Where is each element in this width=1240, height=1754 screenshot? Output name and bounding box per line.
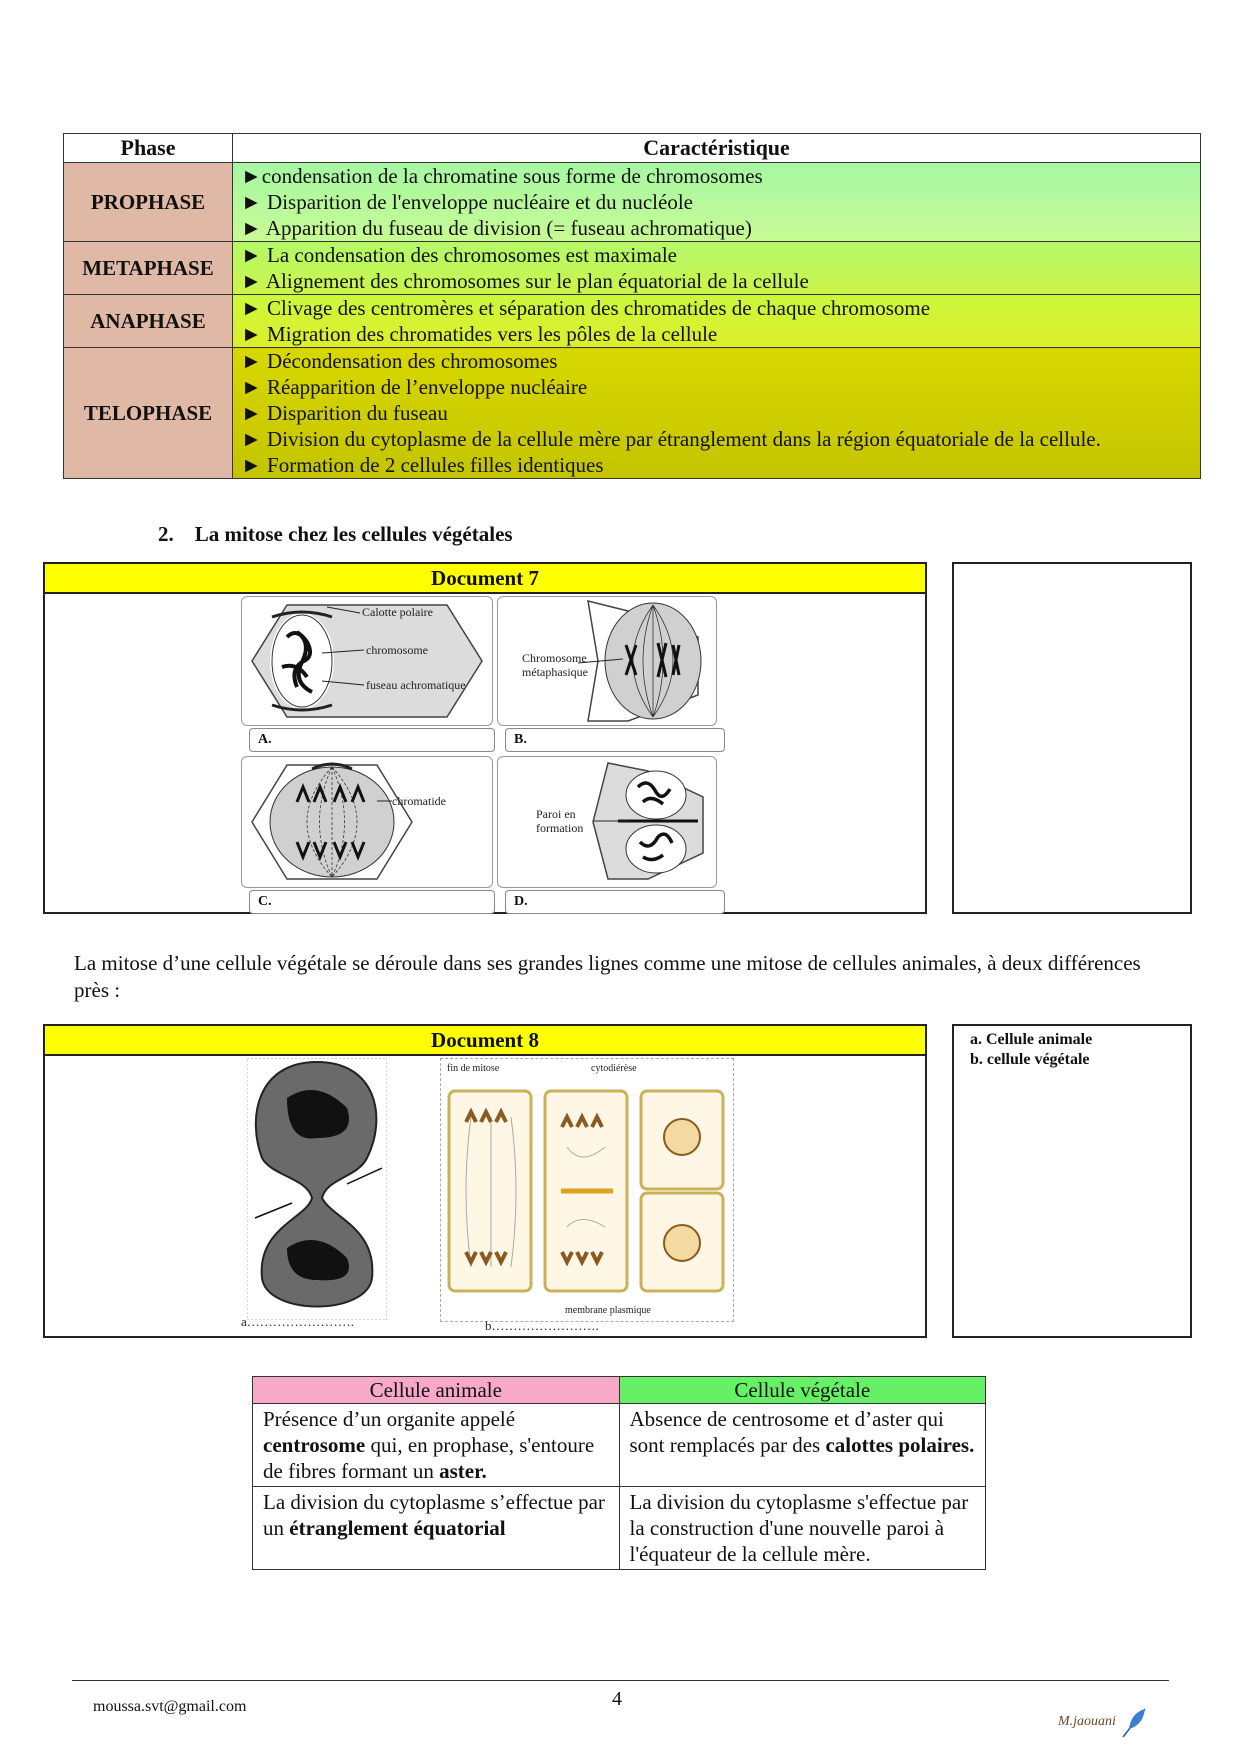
panel-b-label: B. bbox=[505, 728, 725, 752]
phase-name: TELOPHASE bbox=[64, 348, 233, 479]
section-heading bbox=[158, 522, 513, 547]
phase-name: PROPHASE bbox=[64, 163, 233, 242]
label-chromosome-metaphasique-2: métaphasique bbox=[522, 665, 588, 679]
comparison-table bbox=[252, 1376, 986, 1570]
panel-a-label: A. bbox=[249, 728, 495, 752]
panel-a bbox=[241, 596, 493, 726]
text-fragment: La division du cytoplasme s’effectue par un bbox=[263, 1490, 605, 1540]
phase-characteristic-item: ► Division du cytoplasme de la cellule mère par étranglement dans la région équatoriale de la cellule. bbox=[241, 427, 1101, 451]
vegetal-calottes-cell bbox=[619, 1404, 986, 1487]
label-calotte-polaire: Calotte polaire bbox=[362, 605, 433, 619]
label-paroi-1: Paroi en bbox=[536, 807, 576, 821]
animal-centrosome-cell bbox=[253, 1404, 620, 1487]
panel-d-label: D. bbox=[505, 890, 725, 914]
phase-row-anaphase bbox=[64, 295, 1201, 348]
phase-column-header: Phase bbox=[64, 134, 233, 163]
phase-table-header bbox=[64, 134, 1201, 163]
panel-d bbox=[497, 756, 717, 888]
plant-cell-division-figure bbox=[440, 1058, 734, 1322]
footer-divider bbox=[72, 1680, 1169, 1681]
document-7-answer-box[interactable] bbox=[952, 562, 1192, 914]
text-fragment: qui, en prophase, s'entoure de fibres formant un bbox=[263, 1433, 595, 1483]
bold-term: centrosome bbox=[263, 1433, 366, 1457]
phase-characteristics bbox=[233, 163, 1201, 242]
label-cytodierese: cytodiérèse bbox=[591, 1063, 637, 1074]
footer-email: moussa.svt@gmail.com bbox=[93, 1698, 247, 1715]
side-item-b: b. cellule végétale bbox=[970, 1051, 1090, 1068]
panel-b bbox=[497, 596, 717, 726]
phase-characteristic-item: ► Réapparition de l’enveloppe nucléaire bbox=[241, 375, 588, 399]
phase-table bbox=[63, 133, 1201, 479]
feather-icon bbox=[1119, 1705, 1149, 1739]
telophase-plant-cell-figure bbox=[498, 757, 716, 887]
phase-characteristic-item: ►condensation de la chromatine sous forme de chromosomes bbox=[241, 164, 763, 188]
signature-text: M.jaouani bbox=[1058, 1714, 1116, 1730]
panel-c bbox=[241, 756, 493, 888]
panel-c-label: C. bbox=[249, 890, 495, 914]
phase-characteristics bbox=[233, 242, 1201, 295]
label-chromosome: chromosome bbox=[366, 643, 428, 657]
comparison-row-2 bbox=[253, 1487, 986, 1570]
animal-cell-division-micrograph bbox=[247, 1058, 387, 1320]
phase-characteristic-item: ► Clivage des centromères et séparation des chromatides de chaque chromosome bbox=[241, 296, 931, 320]
document-8-side-box[interactable] bbox=[952, 1024, 1192, 1338]
label-paroi-2: formation bbox=[536, 821, 584, 835]
label-b-dots: b……………………. bbox=[485, 1318, 599, 1333]
phase-characteristic-item: ► La condensation des chromosomes est maximale bbox=[241, 243, 678, 267]
phase-row-metaphase bbox=[64, 242, 1201, 295]
plant-cells-drawing bbox=[441, 1077, 733, 1303]
phase-characteristics bbox=[233, 295, 1201, 348]
phase-row-prophase bbox=[64, 163, 1201, 242]
phase-row-telophase bbox=[64, 348, 1201, 479]
text-fragment: La division du cytoplasme s'effectue par la construction d'une nouvelle paroi à l'équateur de la cellule mère. bbox=[629, 1490, 969, 1566]
intro-paragraph: La mitose d’une cellule végétale se déroule dans ses grandes lignes comme une mitose de cellules animales, à deux différences près : bbox=[74, 951, 1141, 1002]
vegetal-cytoplasm-cell bbox=[619, 1487, 986, 1570]
label-fin-de-mitose: fin de mitose bbox=[447, 1063, 500, 1074]
page-number: 4 bbox=[612, 1688, 622, 1710]
section-number: 2. bbox=[158, 522, 174, 546]
label-chromosome-metaphasique-1: Chromosome bbox=[522, 651, 587, 665]
phase-name: METAPHASE bbox=[64, 242, 233, 295]
document-7-box bbox=[43, 562, 927, 914]
characteristic-column-header: Caractéristique bbox=[233, 134, 1201, 163]
document-8-box bbox=[43, 1024, 927, 1338]
phase-characteristic-item: ► Formation de 2 cellules filles identiques bbox=[241, 453, 604, 477]
section-title: La mitose chez les cellules végétales bbox=[194, 522, 513, 546]
phase-characteristics bbox=[233, 348, 1201, 479]
label-chromatide: chromatide bbox=[392, 794, 446, 808]
phase-characteristic-item: ► Disparition de l'enveloppe nucléaire et du nucléole bbox=[241, 190, 693, 214]
anaphase-plant-cell-figure bbox=[242, 757, 492, 887]
author-signature bbox=[1058, 1705, 1149, 1739]
text-fragment: Présence d’un organite appelé bbox=[263, 1407, 516, 1431]
phase-characteristic-item: ► Apparition du fuseau de division (= fuseau achromatique) bbox=[241, 216, 752, 240]
bold-term: calottes polaires. bbox=[825, 1433, 975, 1457]
phase-characteristic-item: ► Alignement des chromosomes sur le plan équatorial de la cellule bbox=[241, 269, 809, 293]
document-8-title: Document 8 bbox=[45, 1026, 925, 1056]
phase-name: ANAPHASE bbox=[64, 295, 233, 348]
header-cellule-animale: Cellule animale bbox=[253, 1377, 620, 1404]
bold-term: étranglement équatorial bbox=[289, 1516, 506, 1540]
side-item-a: a. Cellule animale bbox=[970, 1031, 1093, 1048]
phase-characteristic-item: ► Disparition du fuseau bbox=[241, 401, 448, 425]
text-fragment: Absence de centrosome et d’aster qui sont remplacés par des bbox=[629, 1407, 944, 1457]
phase-characteristic-item: ► Migration des chromatides vers les pôles de la cellule bbox=[241, 322, 718, 346]
header-cellule-vegetale: Cellule végétale bbox=[619, 1377, 986, 1404]
bold-term: aster. bbox=[439, 1459, 487, 1483]
animal-cytoplasm-cell bbox=[253, 1487, 620, 1570]
phase-characteristic-item: ► Décondensation des chromosomes bbox=[241, 349, 558, 373]
document-7-title: Document 7 bbox=[45, 564, 925, 594]
comparison-row-1 bbox=[253, 1404, 986, 1487]
label-fuseau-achromatique: fuseau achromatique bbox=[366, 678, 466, 692]
label-membrane-plasmique: membrane plasmique bbox=[565, 1305, 651, 1316]
label-a-dots: a……………………. bbox=[241, 1314, 355, 1329]
